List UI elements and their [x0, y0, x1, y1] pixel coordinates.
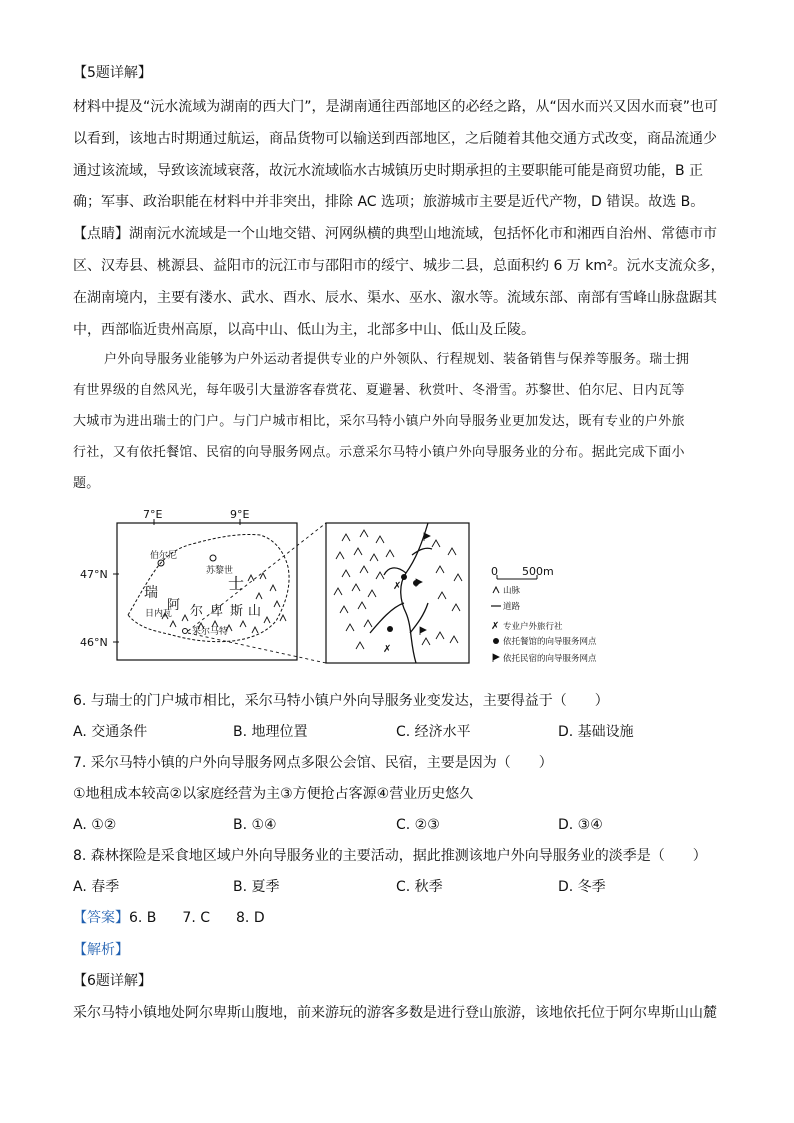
range-char: 阿	[167, 598, 181, 613]
detail-map-frame	[326, 523, 469, 663]
lon-label: 9°E	[230, 508, 250, 521]
question-7-sub: ①地租成本较高②以家庭经营为主③方便抢占客源④营业历史悠久	[73, 786, 474, 802]
question-8-stem: 8. 森林探险是采食地区域户外向导服务业的主要活动，据此推测该地户外向导服务业的淡季是（ ）	[73, 848, 707, 864]
answer-value: 7. C	[182, 910, 211, 926]
svg-text:✗: ✗	[383, 644, 392, 655]
lon-label: 7°E	[143, 508, 163, 521]
q5-line: 确；军事、政治职能在材料中并非突出，排除 AC 选项；旅游城市主要是近代产物，D 错误。故选 B。	[73, 194, 705, 210]
answer-line	[73, 908, 265, 928]
option-c[interactable]: C. 经济水平	[396, 724, 471, 740]
range-char: 卑	[210, 604, 224, 619]
note-line: 在湖南境内，主要有溇水、武水、酉水、辰水、渠水、巫水、溆水等。流域东部、南部有雪峰山脉盘踞其	[73, 290, 717, 306]
lat-label: 46°N	[80, 636, 108, 649]
option-c[interactable]: C. 秋季	[396, 879, 443, 895]
analysis-label: 【解析】	[73, 942, 129, 958]
note-line: 中，西部临近贵州高原，以高中山、低山为主，北部多中山、低山及丘陵。	[73, 322, 535, 338]
q5-line: 材料中提及“沅水流域为湖南的西大门”，是湖南通往西部地区的必经之路，从“因水而兴又因水而衰”也可	[73, 99, 719, 115]
q5-line: 以看到，该地古时期通过航运，商品货物可以输送到西部地区，之后随着其他交通方式改变，商品流通少	[73, 131, 717, 147]
option-d[interactable]: D. ③④	[558, 817, 603, 833]
map-legend	[491, 585, 597, 664]
q5-heading: 【5题详解】	[73, 65, 152, 81]
option-b[interactable]: B. 地理位置	[233, 724, 308, 740]
answer-value: 8. D	[236, 910, 265, 926]
city-label: 苏黎世	[206, 566, 234, 576]
material-line: 行社，又有依托餐馆、民宿的向导服务网点。示意采尔马特小镇户外向导服务业的分布。据此完成下面小	[73, 445, 685, 460]
city-dot	[210, 555, 216, 561]
option-c[interactable]: C. ②③	[396, 817, 440, 833]
question-6-stem: 6. 与瑞士的门户城市相比，采尔马特小镇户外向导服务业变发达，主要得益于（ ）	[73, 693, 609, 709]
zermatt-map-figure	[70, 503, 670, 675]
city-dot	[183, 629, 188, 634]
answer-value: 6. B	[129, 910, 157, 926]
svg-text:✗: ✗	[393, 581, 402, 592]
material-line: 户外向导服务业能够为户外运动者提供专业的户外领队、行程规划、装备销售与保养等服务。瑞士拥	[104, 352, 690, 367]
option-a[interactable]: A. 交通条件	[73, 724, 148, 740]
q6-heading: 【6题详解】	[73, 973, 152, 989]
material-line: 题。	[73, 476, 100, 491]
note-label: 【点睛】	[73, 226, 129, 242]
note-line: 区、汉寿县、桃源县、益阳市的沅江市与邵阳市的绥宁、城步二县，总面积约 6 万 km²。沅水支流众多，	[73, 258, 725, 274]
range-char: 斯	[230, 604, 244, 619]
legend-mountain: 山脉	[503, 586, 521, 596]
legend-road: 道路	[503, 602, 521, 612]
option-a[interactable]: A. ①②	[73, 817, 117, 833]
legend-restaurant-point: 依托餐馆的向导服务网点	[503, 637, 597, 647]
option-a[interactable]: A. 春季	[73, 879, 120, 895]
material-line: 有世界级的自然风光，每年吸引大量游客春赏花、夏避暑、秋赏叶、冬滑雪。苏黎世、伯尔尼、日内瓦等	[73, 383, 685, 398]
country-char: 士	[228, 574, 245, 593]
city-label: 采尔马特	[192, 627, 229, 637]
overview-mountains	[162, 573, 286, 633]
country-char: 瑞	[144, 585, 158, 601]
lat-label: 47°N	[80, 568, 108, 581]
note-line: 【点睛】湖南沅水流域是一个山地交错、河网纵横的典型山地流域，包括怀化市和湘西自治州、常德市市	[73, 226, 717, 242]
city-label: 伯尔尼	[150, 551, 178, 561]
svg-text:✗: ✗	[491, 621, 500, 632]
detail-service-points	[383, 533, 430, 655]
material-line: 大城市为进出瑞士的门户。与门户城市相比，采尔马特小镇户外向导服务业更加发达，既有专业的户外旅	[73, 414, 685, 429]
city-label: 日内瓦	[145, 609, 173, 619]
scale-zero: 0	[491, 565, 498, 578]
q5-line: 通过该流域，导致该流域衰落，故沅水流域临水古城镇历史时期承担的主要职能可能是商贸功能，B 正	[73, 163, 704, 179]
range-char: 山	[248, 604, 262, 619]
legend-travel-agency: 专业户外旅行社	[503, 622, 563, 632]
range-char: 尔	[190, 604, 204, 619]
answer-label: 【答案】	[73, 910, 129, 926]
question-7-stem: 7. 采尔马特小镇的户外向导服务网点多限公会馆、民宿，主要是因为（ ）	[73, 755, 553, 771]
option-b[interactable]: B. ①④	[233, 817, 277, 833]
q6-analysis-line: 采尔马特小镇地处阿尔卑斯山腹地，前来游玩的游客多数是进行登山旅游，该地依托位于阿尔卑斯山山麓	[73, 1005, 717, 1021]
detail-roads	[370, 523, 432, 663]
legend-homestay-point: 依托民宿的向导服务网点	[503, 654, 597, 664]
scale-label: 500m	[522, 565, 554, 578]
option-b[interactable]: B. 夏季	[233, 879, 280, 895]
option-d[interactable]: D. 基础设施	[558, 724, 634, 740]
option-d[interactable]: D. 冬季	[558, 879, 606, 895]
